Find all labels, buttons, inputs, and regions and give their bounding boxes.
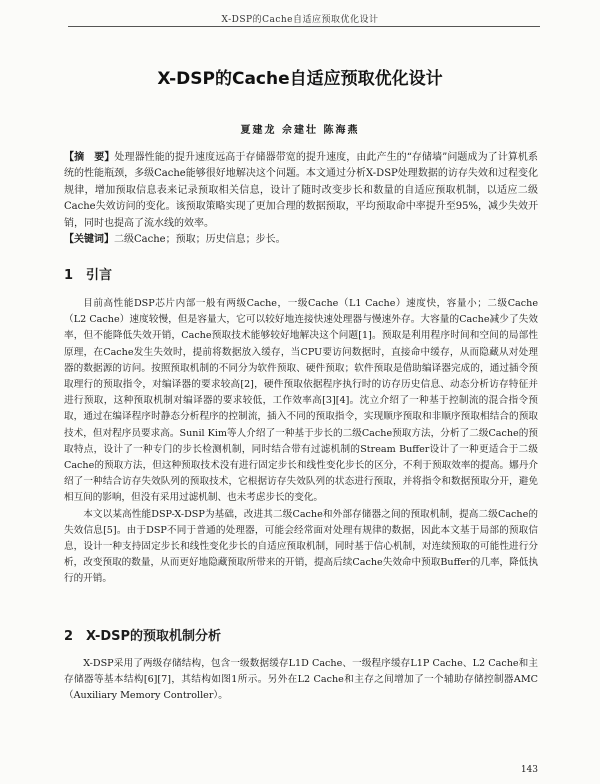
section-1-paragraph: 本文以某高性能DSP-X-DSP为基础，改进其二级Cache和外部存储器之间的预取机制，提高二级Cache的失效信息[5]。由于DSP不同于普通的处理器，可能会经常面对处理有规律的数据，因此本文基于局部的预取信息，设计一种支持固定步长和线性变化步长的自适应预取机制，同时基于信心机制，对连续预取的可能性进行分析，改变预取的数量，从而更好地隐藏预取所带来的开销，提高后续Cache失效命中预取Buffer的几率，降低执行的开销。 — [64, 508, 538, 585]
running-head: X-DSP的Cache自适应预取优化设计 — [221, 15, 379, 25]
abstract-block — [64, 150, 538, 248]
abstract-label: 【摘 要】 — [64, 152, 115, 163]
paper-title: X-DSP的Cache自适应预取优化设计 — [157, 69, 443, 89]
section-1-heading — [64, 264, 112, 283]
keywords-label: 【关键词】 — [64, 234, 114, 246]
abstract — [64, 150, 538, 232]
section-1-body — [64, 296, 538, 588]
section-1-title: 引言 — [86, 268, 113, 283]
section-2-body — [64, 656, 538, 705]
page-number: 143 — [520, 765, 538, 775]
keywords-text: 二级Cache；预取；历史信息；步长。 — [114, 234, 286, 246]
header-rule — [68, 26, 540, 27]
section-2-number: 2 — [64, 629, 74, 644]
section-2-heading — [64, 625, 221, 644]
abstract-text: 处理器性能的提升速度远高于存储器带宽的提升速度，由此产生的“存储墙”问题成为了计算机系统的性能瓶颈，多级Cache能够很好地解决这个问题。本文通过分析X-DSP处理数据的访存失效和过程变化规律，增加预取信息表来记录预取相关信息，设计了随时改变步长和数量的自适应预取机制，以适应二级Cache失效访问的变化。该预取策略实现了更加合理的数据预取，平均预取命中率提升至95%，减少失效开销，同时也提高了流水线的效率。 — [64, 152, 538, 229]
keywords — [64, 232, 538, 248]
author-list: 夏建龙 佘建壮 陈海燕 — [240, 125, 360, 136]
section-1-paragraph: 目前高性能DSP芯片内部一般有两级Cache，一级Cache（L1 Cache）速度快，容量小；二级Cache（L2 Cache）速度较慢，但是容量大，它可以较好地连接快速处理器与慢速外存。大容量的Cache减少了失效率，但不能降低失效开销，Cache预取技术能够较好地解决这个问题[1]。预取是利用程序时间和空间的局部性原理，在Cache发生失效时，提前将数据放入缓存，当CPU要访问数据时，直接命中缓存，从而隐藏从对处理器的数据源的访问。按照预取机制的不同分为软件预取、硬件预取；软件预取是借助编译器完成的，通过插令预取理行的预取指令，对编译器的要求较高[2]，硬件预取依据程序执行时的访存历史信息、动态分析访存特征并进行预取，这种预取机制对编译器的要求较低，工作效率高[3][4]。沈立介绍了一种基于控制流的混合指令预取，通过在编译程序时静态分析程序的控制流，插入不同的预取指令，实现顺序预取和非顺序预取相结合的预取技术，但对程序员要求高。Sunil Kim等人介绍了一种基于步长的二级Cache预取方法，分析了二级Cache的预取特点，设计了一种专门的步长检测机制，同时结合带有过滤机制的Stream Buffer设计了一种更适合于二级Cache的预取方法，但这种预取技术没有进行固定步长和线性变化步长的区分，不利于预取效率的提高。娜丹介绍了一种结合访存失效队列的预取技术，它根据访存失效队列的状态进行预取，并将指令和数据预取分开，避免相互间的影响，但没有采用过滤机制、也未考虑步长的变化。 — [64, 298, 538, 504]
section-2-paragraph: X-DSP采用了两级存储结构，包含一级数据缓存L1D Cache、一级程序缓存L1P Cache、L2 Cache和主存储器等基本结构[6][7]，其结构如图1所示。另外在L2 Cache和主存之间增加了一个辅助存储控制器AMC（Auxiliary Memory Controller）。 — [64, 658, 538, 702]
section-2-title: X-DSP的预取机制分析 — [86, 629, 222, 644]
section-1-number: 1 — [64, 268, 74, 283]
